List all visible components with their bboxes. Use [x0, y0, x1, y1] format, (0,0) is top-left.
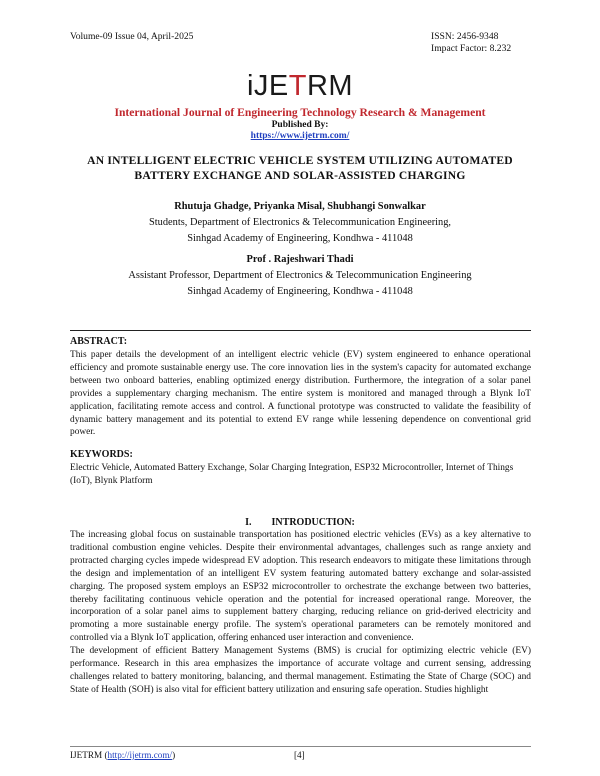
header-issn: ISSN: 2456-9348 — [431, 31, 499, 42]
abstract-text: This paper details the development of an intelligent electric vehicle (EV) system engineered to enhance operational efficiency and promote sustainable energy use. The core innovation lies in the system's capacity for automated exchange between two onboard batteries, enabling optimized energy distribution. Furthermore, the integration of a solar panel provides a supplementary charging mechanism. The entire system is monitored and managed through a Blynk IoT application, facilitating remote access and control. A functional prototype was constructed to validate the feasibility of dynamic battery management and its potential to extend EV range while lessening dependence on conventional grid power. — [70, 350, 531, 438]
introduction-body — [70, 529, 531, 697]
header-impact-factor: Impact Factor: 8.232 — [431, 43, 512, 54]
journal-url-line — [0, 130, 600, 142]
footer-label: IJETRM ( — [70, 750, 108, 760]
advisor-college: Sinhgad Academy of Engineering, Kondhwa - 411048 — [187, 286, 413, 297]
keywords-heading: KEYWORDS: — [70, 449, 133, 460]
header-volume: Volume-09 Issue 04, April-2025 — [70, 31, 194, 42]
advisor-name: Prof . Rajeshwari Thadi — [246, 254, 354, 265]
footer-divider — [70, 746, 531, 747]
author-block — [0, 199, 600, 247]
footer-close: ) — [172, 750, 176, 760]
logo-prefix: iJE — [246, 70, 289, 102]
journal-url-link[interactable]: https://www.ijetrm.com/ — [250, 131, 350, 141]
journal-name: International Journal of Engineering Technology Research & Management — [114, 106, 486, 119]
footer-page-number: [4] — [294, 750, 305, 760]
section-divider — [70, 330, 531, 331]
logo-accent: T — [288, 70, 307, 102]
paper-title: AN INTELLIGENT ELECTRIC VEHICLE SYSTEM UTILIZING AUTOMATED BATTERY EXCHANGE AND SOLAR-ASSISTED CHARGING — [87, 154, 513, 182]
advisor-department: Assistant Professor, Department of Electronics & Telecommunication Engineering — [128, 270, 472, 281]
author-college: Sinhgad Academy of Engineering, Kondhwa - 411048 — [187, 233, 413, 244]
header-issn-block — [431, 31, 511, 55]
abstract-heading: ABSTRACT: — [70, 336, 128, 347]
journal-logo — [0, 70, 600, 102]
logo-suffix: RM — [306, 70, 354, 102]
advisor-block — [0, 252, 600, 300]
published-by: Published By: — [271, 120, 329, 130]
footer-url-link[interactable]: http://ijetrm.com/ — [107, 750, 173, 760]
author-department: Students, Department of Electronics & Telecommunication Engineering, — [148, 217, 452, 228]
introduction-paragraph-1: The increasing global focus on sustainable transportation has positioned electric vehicles (EVs) as a key alternative to traditional combustion engine vehicles. Despite their environmental advantages, challenges such as range anxiety and protracted charging cycles impede widespread EV adoption. This research endeavors to mitigate these limitations through the design and implementation of an intelligent EV system featuring automated battery exchange and solar-assisted charging. The proposed system employs an ESP32 microcontroller to orchestrate the exchange between two batteries, thereby facilitating continuous vehicle operation and the potential for increased operational range. Moreover, the incorporation of a solar panel aims to supplement battery charging, reducing reliance on grid-derived electricity and promoting a more sustainable energy profile. The system's operational parameters can be remotely monitored and controlled via a Blynk IoT application, offering enhanced user interaction and convenience. — [70, 530, 531, 644]
footer-journal — [70, 749, 175, 761]
introduction-paragraph-2: The development of efficient Battery Management Systems (BMS) is crucial for optimizing electric vehicle (EV) performance. Research in this area emphasizes the importance of accurate voltage and current sensing, addressing challenges related to battery monitoring, balancing, and thermal management. Estimating the State of Charge (SOC) and State of Health (SOH) is also vital for efficient battery utilization and ensuring safe operation. Studies highlight — [70, 646, 531, 695]
introduction-number: I. — [245, 517, 252, 528]
introduction-title: INTRODUCTION: — [271, 517, 355, 528]
author-names: Rhutuja Ghadge, Priyanka Misal, Shubhangi Sonwalkar — [174, 201, 426, 212]
keywords-text: Electric Vehicle, Automated Battery Exchange, Solar Charging Integration, ESP32 Microcontroller, Internet of Things (IoT), Blynk Platform — [70, 463, 514, 486]
introduction-heading — [0, 517, 600, 529]
